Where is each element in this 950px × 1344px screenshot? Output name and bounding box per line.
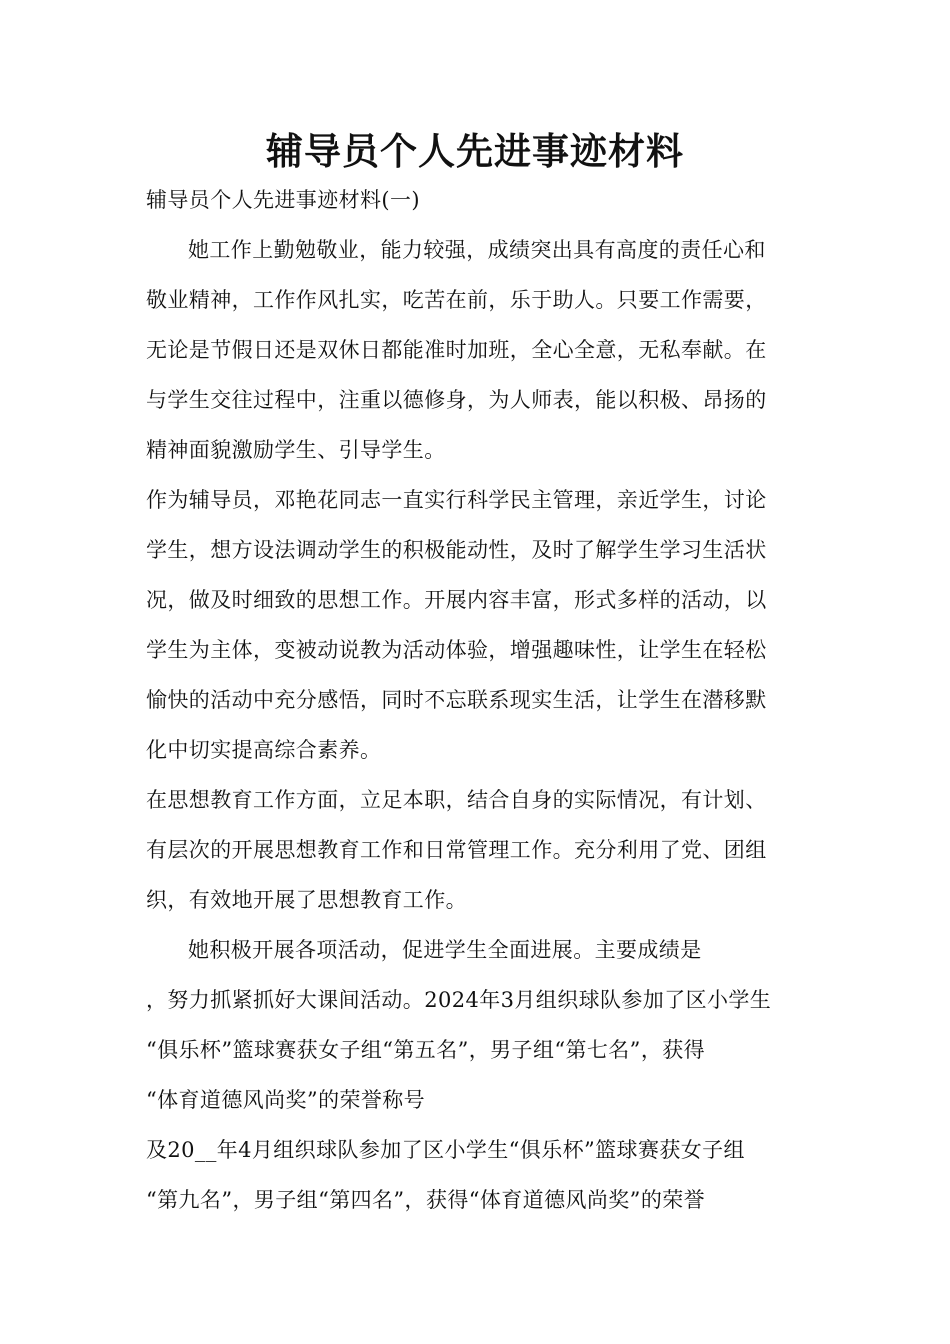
paragraph-line: 作为辅导员，邓艳花同志一直实行科学民主管理，亲近学生，讨论 (146, 488, 767, 512)
paragraph-line: 无论是节假日还是双休日都能准时加班，全心全意，无私奉献。在 (146, 338, 767, 362)
document-title: 辅导员个人先进事迹材料 (266, 130, 684, 173)
paragraph-line: 与学生交往过程中，注重以德修身，为人师表，能以积极、昂扬的 (146, 388, 767, 412)
paragraph-line: 精神面貌激励学生、引导学生。 (146, 438, 446, 462)
document-subtitle: 辅导员个人先进事迹材料(一) (146, 188, 420, 212)
paragraph-line: “第九名”，男子组“第四名”，获得“体育道德风尚奖”的荣誉 (146, 1188, 706, 1212)
paragraph-line: 在思想教育工作方面，立足本职，结合自身的实际情况，有计划、 (146, 788, 767, 812)
paragraph-line: 学生为主体，变被动说教为活动体验，增强趣味性，让学生在轻松 (146, 638, 767, 662)
paragraph-line: 及20__年4月组织球队参加了区小学生“俱乐杯”篮球赛获女子组 (146, 1138, 745, 1162)
paragraph-line: 学生，想方设法调动学生的积极能动性，及时了解学生学习生活状 (146, 538, 767, 562)
paragraph-line: 化中切实提高综合素养。 (146, 738, 382, 762)
paragraph-line: 敬业精神，工作作风扎实，吃苦在前，乐于助人。只要工作需要， (146, 288, 767, 312)
paragraph-line: 织，有效地开展了思想教育工作。 (146, 888, 467, 912)
paragraph-line: ，努力抓紧抓好大课间活动。2024年3月组织球队参加了区小学生 (146, 988, 772, 1012)
paragraph-line: “俱乐杯”篮球赛获女子组“第五名”，男子组“第七名”，获得 (146, 1038, 706, 1062)
paragraph-line: 她工作上勤勉敬业，能力较强，成绩突出具有高度的责任心和 (188, 238, 766, 262)
paragraph-line: 有层次的开展思想教育工作和日常管理工作。充分利用了党、团组 (146, 838, 767, 862)
paragraph-line: “体育道德风尚奖”的荣誉称号 (146, 1088, 426, 1112)
paragraph-line: 她积极开展各项活动，促进学生全面进展。主要成绩是 (188, 938, 702, 962)
paragraph-line: 愉快的活动中充分感悟，同时不忘联系现实生活，让学生在潜移默 (146, 688, 767, 712)
paragraph-line: 况，做及时细致的思想工作。开展内容丰富，形式多样的活动，以 (146, 588, 767, 612)
